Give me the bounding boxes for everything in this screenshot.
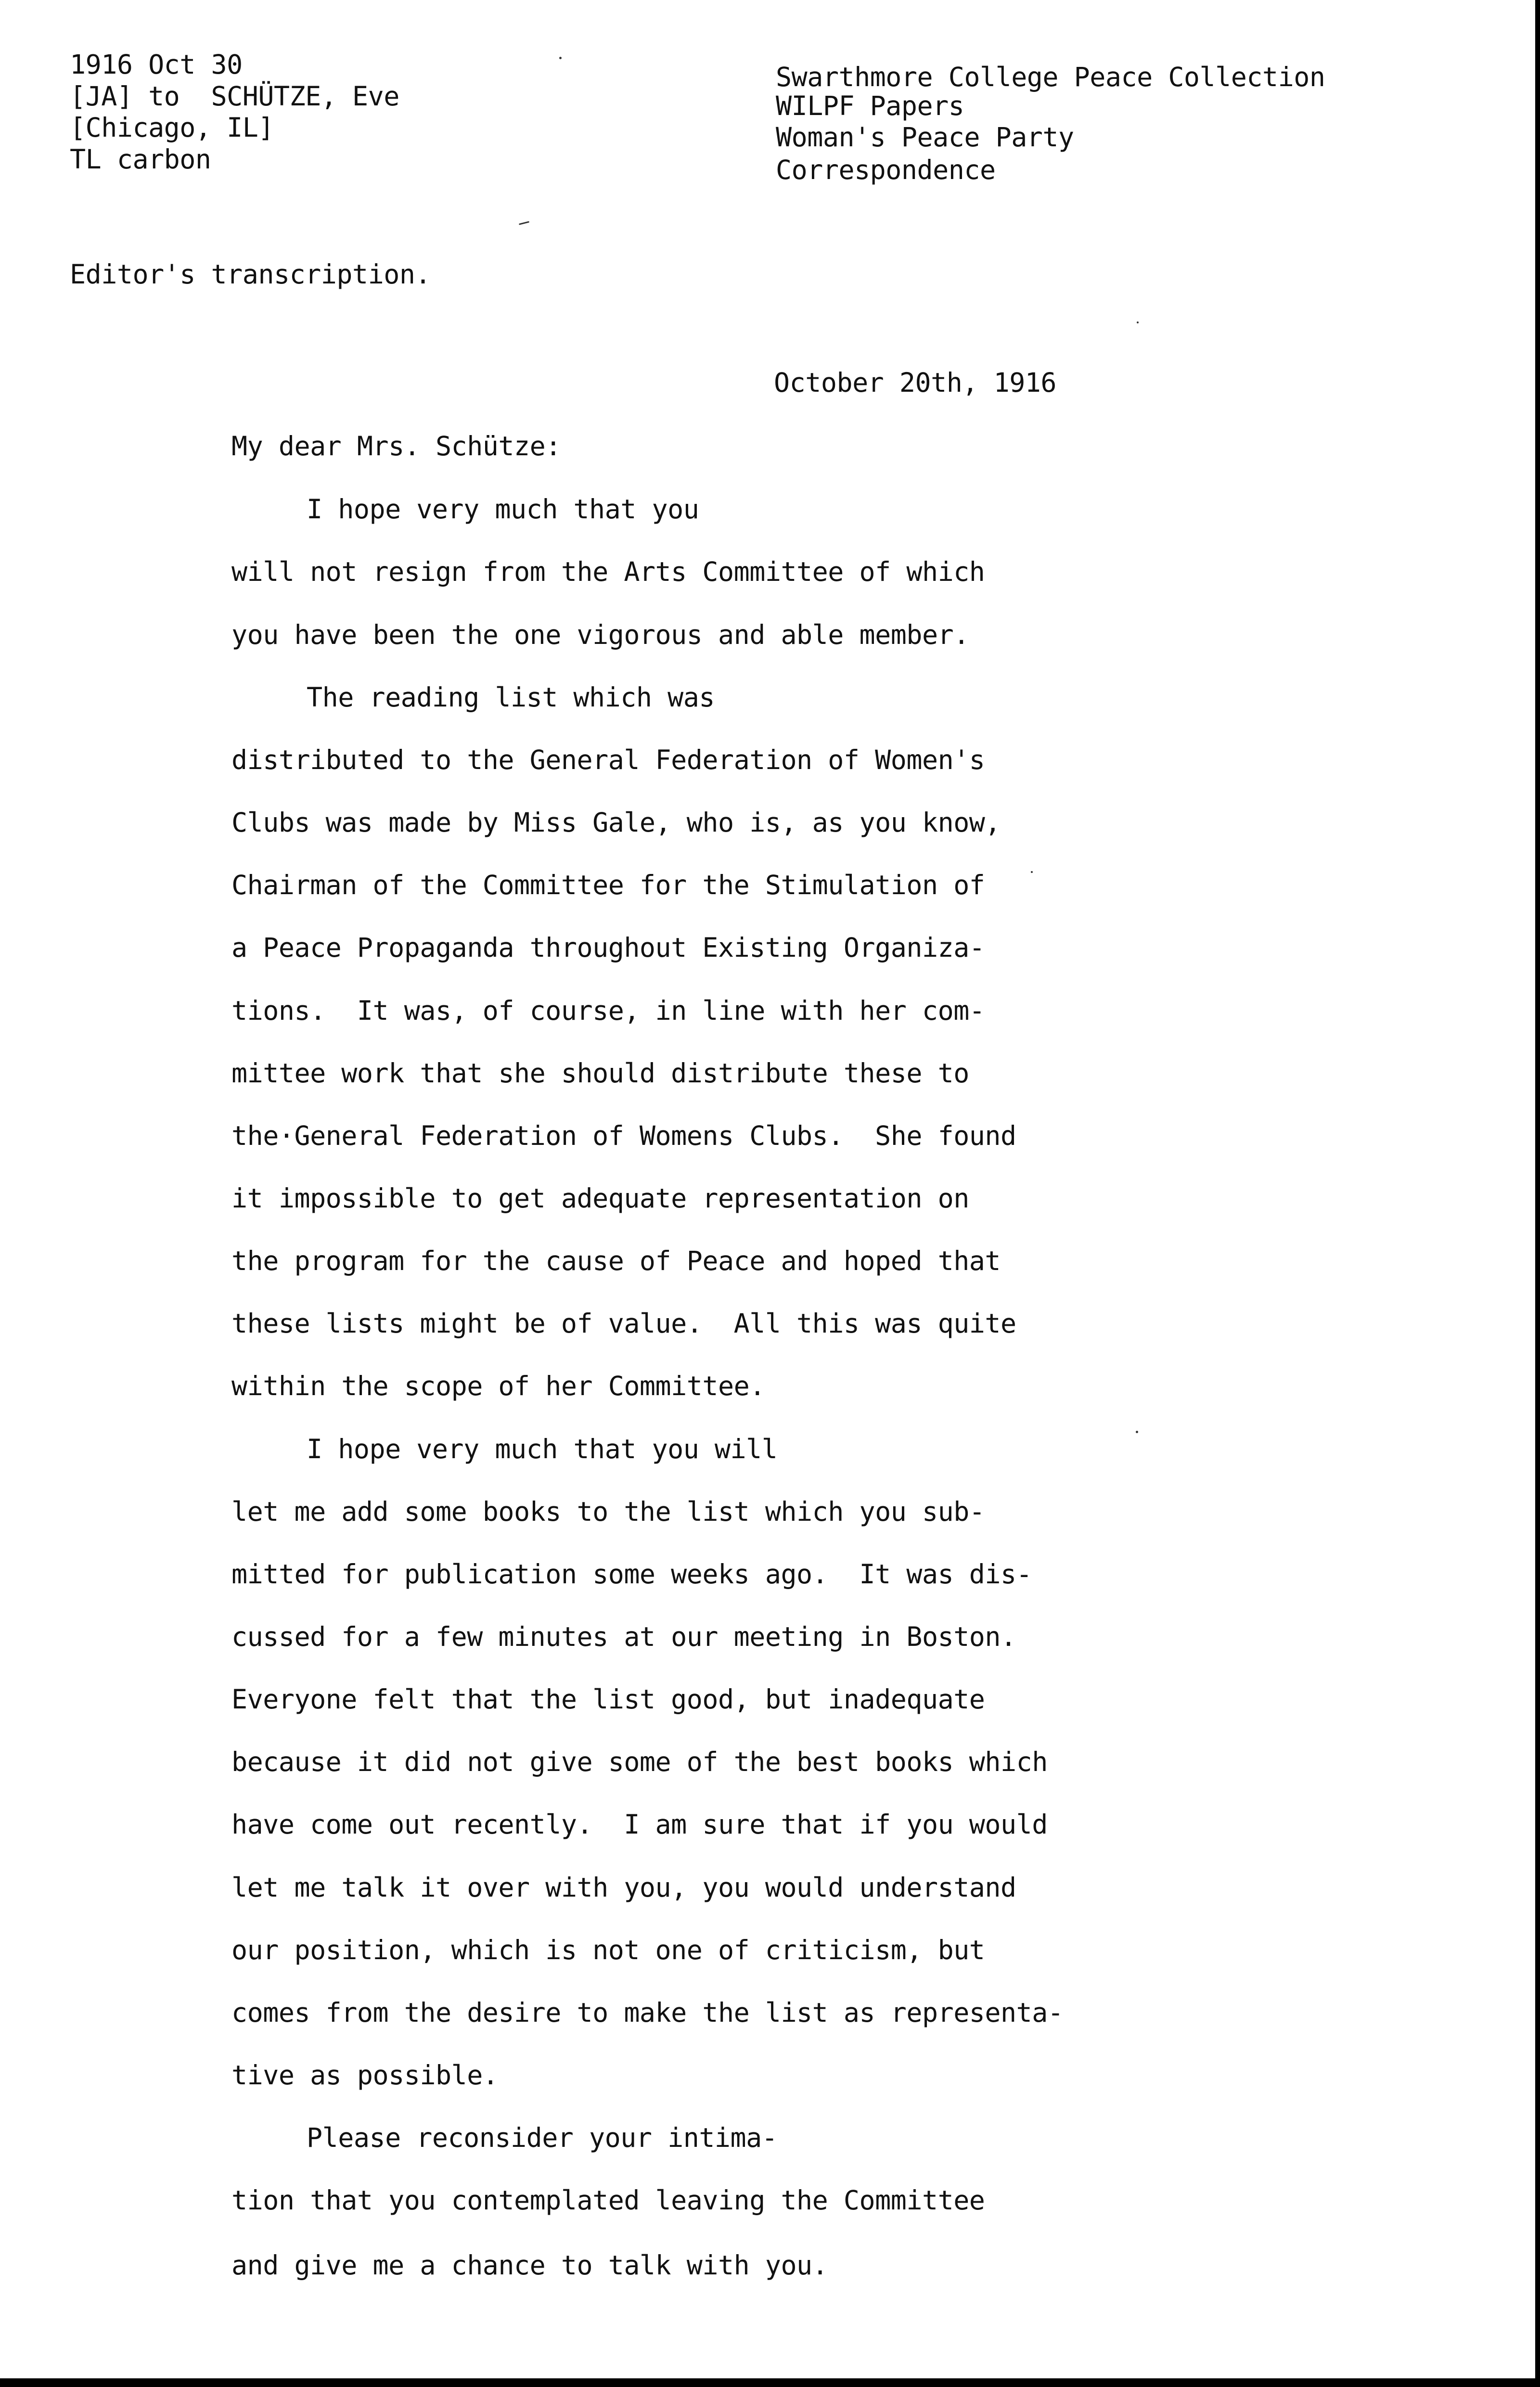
body-line: the·General Federation of Womens Clubs. She found: [231, 1120, 1016, 1151]
body-line: The reading list which was: [307, 682, 715, 713]
body-line: and give me a chance to talk with you.: [231, 2250, 828, 2281]
body-line: let me add some books to the list which you sub-: [231, 1496, 985, 1527]
header-left-correspondents: [JA] to SCHÜTZE, Eve: [70, 81, 399, 112]
body-line: our position, which is not one of criticism, but: [231, 1935, 985, 1965]
header-right-series: Woman's Peace Party: [776, 122, 1074, 153]
body-line: Clubs was made by Miss Gale, who is, as you know,: [231, 807, 1001, 838]
body-line: tion that you contemplated leaving the Committee: [231, 2185, 985, 2216]
body-line: it impossible to get adequate representation on: [231, 1183, 969, 1214]
header-left-date: 1916 Oct 30: [70, 49, 243, 80]
body-line: these lists might be of value. All this was quite: [231, 1308, 1016, 1339]
letter-salutation: My dear Mrs. Schütze:: [231, 431, 561, 462]
letter-date: October 20th, 1916: [774, 367, 1057, 398]
body-line: Everyone felt that the list good, but inadequate: [231, 1684, 985, 1715]
body-line: within the scope of her Committee.: [231, 1371, 765, 1401]
body-line: you have been the one vigorous and able member.: [231, 619, 969, 650]
body-line: will not resign from the Arts Committee of which: [231, 556, 985, 587]
header-right-collection: Swarthmore College Peace Collection: [776, 62, 1325, 92]
header-right-papers: WILPF Papers: [776, 90, 964, 121]
body-line: have come out recently. I am sure that if you would: [231, 1809, 1048, 1840]
header-left-place: [Chicago, IL]: [70, 112, 274, 143]
body-line: the program for the cause of Peace and hoped that: [231, 1245, 1001, 1276]
scan-speck: [519, 221, 529, 225]
body-line: cussed for a few minutes at our meeting in Boston.: [231, 1621, 1016, 1652]
body-line: I hope very much that you: [307, 494, 699, 525]
body-line: tive as possible.: [231, 2060, 499, 2091]
body-line: comes from the desire to make the list as representa-: [231, 1997, 1064, 2028]
editor-note: Editor's transcription.: [70, 259, 431, 290]
body-line: Please reconsider your intima-: [307, 2122, 778, 2153]
scan-speck: [559, 57, 562, 59]
body-line: a Peace Propaganda throughout Existing Organiza-: [231, 932, 985, 963]
body-line: let me talk it over with you, you would understand: [231, 1872, 1016, 1903]
body-line: Chairman of the Committee for the Stimulation of: [231, 870, 985, 900]
body-line: mitted for publication some weeks ago. It was dis-: [231, 1559, 1032, 1590]
scan-speck: [1137, 321, 1139, 323]
body-line: tions. It was, of course, in line with her com-: [231, 995, 985, 1026]
header-right-subseries: Correspondence: [776, 154, 996, 185]
header-left-doc-type: TL carbon: [70, 144, 211, 175]
scan-speck: [1031, 871, 1033, 873]
body-line: because it did not give some of the best books which: [231, 1746, 1048, 1777]
body-line: I hope very much that you will: [307, 1434, 778, 1464]
body-line: mittee work that she should distribute these to: [231, 1058, 969, 1089]
scan-speck: [1136, 1431, 1138, 1433]
body-line: distributed to the General Federation of Women's: [231, 744, 985, 775]
